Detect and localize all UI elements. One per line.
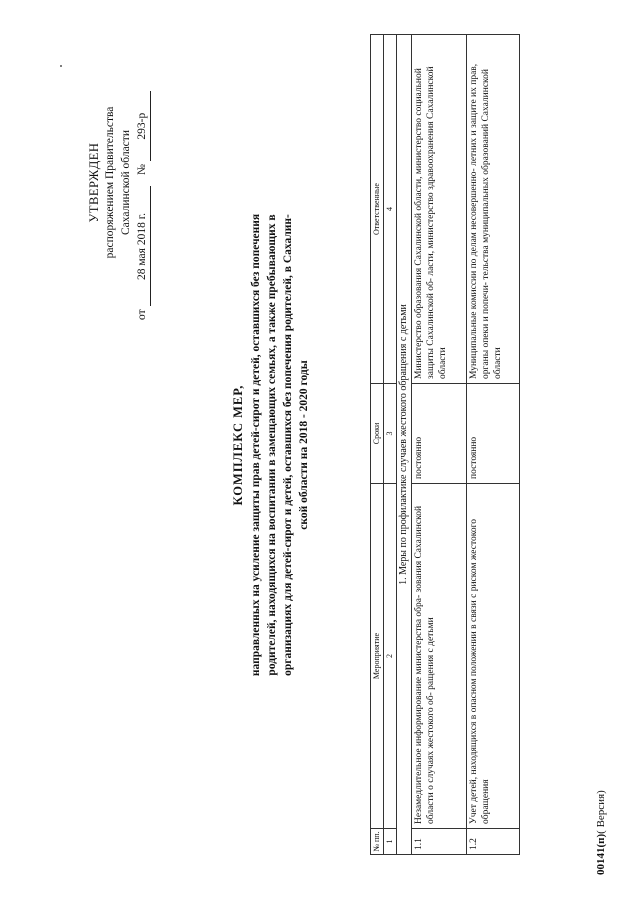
from-label: от	[136, 309, 148, 320]
footer-code-number: 00141(п)	[595, 833, 607, 875]
section-row	[397, 35, 412, 855]
title-main: КОМПЛЕКС МЕР,	[231, 384, 245, 506]
approval-number: 293-р	[134, 91, 151, 161]
row-term: постоянно	[412, 384, 467, 484]
approval-line1: распоряжением Правительства	[104, 106, 116, 259]
header-term: Сроки	[371, 384, 384, 484]
row-responsible: Министерство образования Сахалинской области, министерство социальной защиты Сахалинской об- ласти, министерство здравоохранения Сахалинской области	[412, 35, 467, 384]
title-line: направленных на усиление защиты прав детей-сирот и детей, оставшихся без попечения	[250, 213, 262, 677]
index-cell: 4	[384, 35, 397, 384]
table-row	[412, 35, 467, 855]
title-line: организациях для детей-сирот и детей, оставшихся без попечения родителей, в Сахалин-	[282, 214, 294, 676]
approval-line2: Сахалинской области	[120, 130, 132, 235]
row-term: постоянно	[467, 384, 520, 484]
document-title	[230, 135, 312, 755]
table-row	[467, 35, 520, 855]
approval-date-number-row	[134, 45, 151, 320]
table-index-row	[384, 35, 397, 855]
header-responsible: Ответственные	[371, 35, 384, 384]
section-title: 1. Меры по профилактике случаев жестокого обращения с детьми	[397, 35, 412, 855]
index-cell: 1	[384, 829, 397, 855]
number-label: №	[136, 164, 148, 175]
row-num: 1.2	[467, 829, 520, 855]
index-cell: 2	[384, 484, 397, 829]
footer-version: ( Версия)	[595, 790, 607, 834]
approval-date: 28 мая 2018 г.	[134, 187, 151, 307]
header-activity: Мероприятие	[371, 484, 384, 829]
table-header-row	[371, 35, 384, 855]
rotated-content	[70, 30, 607, 875]
title-line: ской области на 2018 - 2020 годы	[298, 360, 310, 530]
measures-table	[370, 34, 520, 855]
row-num: 1.1	[412, 829, 467, 855]
row-activity: Незамедлительное информирование министерства обра- зования Сахалинской области о случаях жестокого об- ращения с детьми	[412, 484, 467, 829]
approval-title: УТВЕРЖДЕН	[87, 142, 101, 223]
row-activity: Учет детей, находящихся в опасном положении в связи с риском жестокого обращения	[467, 484, 520, 829]
row-responsible: Муниципальные комиссии по делам несовершенно- летних и защите их прав, органы опеки и попечи- тельства муниципальных образований Сахалинской области	[467, 35, 520, 384]
scan-speck	[60, 65, 62, 67]
index-cell: 3	[384, 384, 397, 484]
approval-block	[86, 45, 151, 320]
footer-code	[595, 790, 607, 875]
title-line: родителей, находящихся на воспитании в замещающих семьях, а также пребывающих в	[266, 214, 278, 676]
header-num: № пп.	[371, 829, 384, 855]
